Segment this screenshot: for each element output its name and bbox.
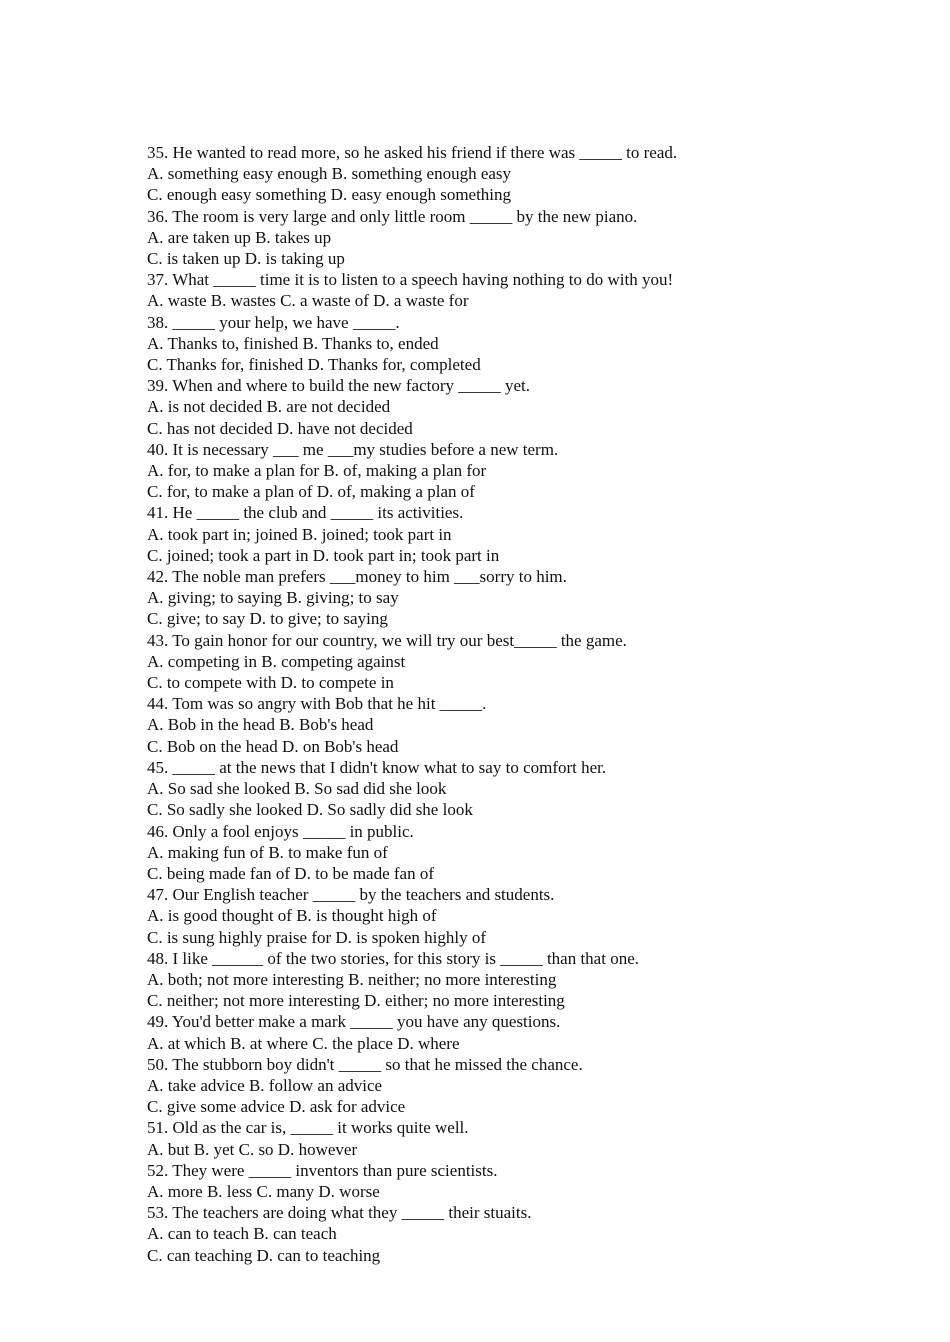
question-stem: 35. He wanted to read more, so he asked his friend if there was _____ to read. <box>147 143 678 162</box>
answer-options-line: A. competing in B. competing against <box>147 651 406 671</box>
question-stem: 41. He _____ the club and _____ its activities. <box>147 503 464 523</box>
answer-options-line: C. has not decided D. have not decided <box>147 418 413 438</box>
question-stem: 47. Our English teacher _____ by the teachers and students. <box>147 885 555 905</box>
answer-options-line: A. both; not more interesting B. neither; no more interesting <box>147 969 557 989</box>
question-stem: 36. The room is very large and only little room _____ by the new piano. <box>147 206 638 226</box>
answer-options-line: A. making fun of B. to make fun of <box>147 842 388 862</box>
question-38 <box>147 312 907 376</box>
answer-options-line: A. Bob in the head B. Bob's head <box>147 715 374 735</box>
question-53 <box>147 1202 907 1266</box>
answer-options-line: A. giving; to saying B. giving; to say <box>147 588 399 608</box>
answer-options-line: A. are taken up B. takes up <box>147 227 332 247</box>
question-stem: 52. They were _____ inventors than pure scientists. <box>147 1160 498 1180</box>
question-stem: 42. The noble man prefers ___money to him ___sorry to him. <box>147 567 567 587</box>
question-39 <box>147 375 907 439</box>
answer-options-line: A. So sad she looked B. So sad did she look <box>147 779 447 799</box>
question-37 <box>147 269 907 311</box>
question-stem: 46. Only a fool enjoys _____ in public. <box>147 821 414 841</box>
question-48 <box>147 948 907 1012</box>
answer-options-line: A. can to teach B. can teach <box>147 1224 337 1244</box>
answer-options-line: A. at which B. at where C. the place D. where <box>147 1033 460 1053</box>
answer-options-line: C. to compete with D. to compete in <box>147 673 394 693</box>
question-40 <box>147 439 907 503</box>
question-stem: 38. _____ your help, we have _____. <box>147 312 400 332</box>
question-stem: 37. What _____ time it is to listen to a speech having nothing to do with you! <box>147 270 674 290</box>
question-stem: 45. _____ at the news that I didn't know what to say to comfort her. <box>147 757 607 777</box>
answer-options-line: C. for, to make a plan of D. of, making a plan of <box>147 482 475 502</box>
answer-options-line: C. can teaching D. can to teaching <box>147 1245 381 1265</box>
answer-options-line: A. take advice B. follow an advice <box>147 1075 383 1095</box>
question-46 <box>147 821 907 885</box>
question-stem: 43. To gain honor for our country, we will try our best_____ the game. <box>147 630 627 650</box>
question-52 <box>147 1160 907 1202</box>
question-43 <box>147 630 907 694</box>
answer-options-line: C. Thanks for, finished D. Thanks for, completed <box>147 355 481 375</box>
answer-options-line: A. Thanks to, finished B. Thanks to, ended <box>147 333 439 353</box>
answer-options-line: C. So sadly she looked D. So sadly did she look <box>147 800 473 820</box>
question-50 <box>147 1054 907 1118</box>
answer-options-line: A. but B. yet C. so D. however <box>147 1139 358 1159</box>
answer-options-line: C. Bob on the head D. on Bob's head <box>147 736 399 756</box>
answer-options-line: A. something easy enough B. something enough easy <box>147 164 512 184</box>
answer-options-line: C. is sung highly praise for D. is spoken highly of <box>147 927 487 947</box>
question-stem: 48. I like ______ of the two stories, for this story is _____ than that one. <box>147 948 639 968</box>
question-stem: 44. Tom was so angry with Bob that he hit _____. <box>147 694 487 714</box>
answer-options-line: C. joined; took a part in D. took part in; took part in <box>147 545 500 565</box>
question-45 <box>147 757 907 821</box>
question-41 <box>147 502 907 566</box>
answer-options-line: C. give some advice D. ask for advice <box>147 1097 406 1117</box>
answer-options-line: C. being made fan of D. to be made fan of <box>147 863 435 883</box>
answer-options-line: A. took part in; joined B. joined; took part in <box>147 524 452 544</box>
answer-options-line: C. neither; not more interesting D. either; no more interesting <box>147 991 565 1011</box>
question-stem: 50. The stubborn boy didn't _____ so that he missed the chance. <box>147 1054 583 1074</box>
question-stem: 51. Old as the car is, _____ it works quite well. <box>147 1118 469 1138</box>
question-49 <box>147 1011 907 1053</box>
question-44 <box>147 693 907 757</box>
question-stem: 53. The teachers are doing what they _____ their stuaits. <box>147 1203 532 1223</box>
question-35 <box>147 142 907 206</box>
question-42 <box>147 566 907 630</box>
answer-options-line: A. for, to make a plan for B. of, making a plan for <box>147 461 487 481</box>
question-stem: 49. You'd better make a mark _____ you have any questions. <box>147 1012 561 1032</box>
answer-options-line: C. is taken up D. is taking up <box>147 249 345 269</box>
answer-options-line: C. give; to say D. to give; to saying <box>147 609 388 629</box>
answer-options-line: C. enough easy something D. easy enough something <box>147 185 512 205</box>
question-36 <box>147 206 907 270</box>
answer-options-line: A. more B. less C. many D. worse <box>147 1181 380 1201</box>
document-body <box>147 142 907 1266</box>
question-51 <box>147 1117 907 1159</box>
question-47 <box>147 884 907 948</box>
answer-options-line: A. is not decided B. are not decided <box>147 397 391 417</box>
answer-options-line: A. is good thought of B. is thought high of <box>147 906 437 926</box>
question-stem: 40. It is necessary ___ me ___my studies before a new term. <box>147 439 559 459</box>
answer-options-line: A. waste B. wastes C. a waste of D. a waste for <box>147 291 469 311</box>
question-stem: 39. When and where to build the new factory _____ yet. <box>147 376 531 396</box>
